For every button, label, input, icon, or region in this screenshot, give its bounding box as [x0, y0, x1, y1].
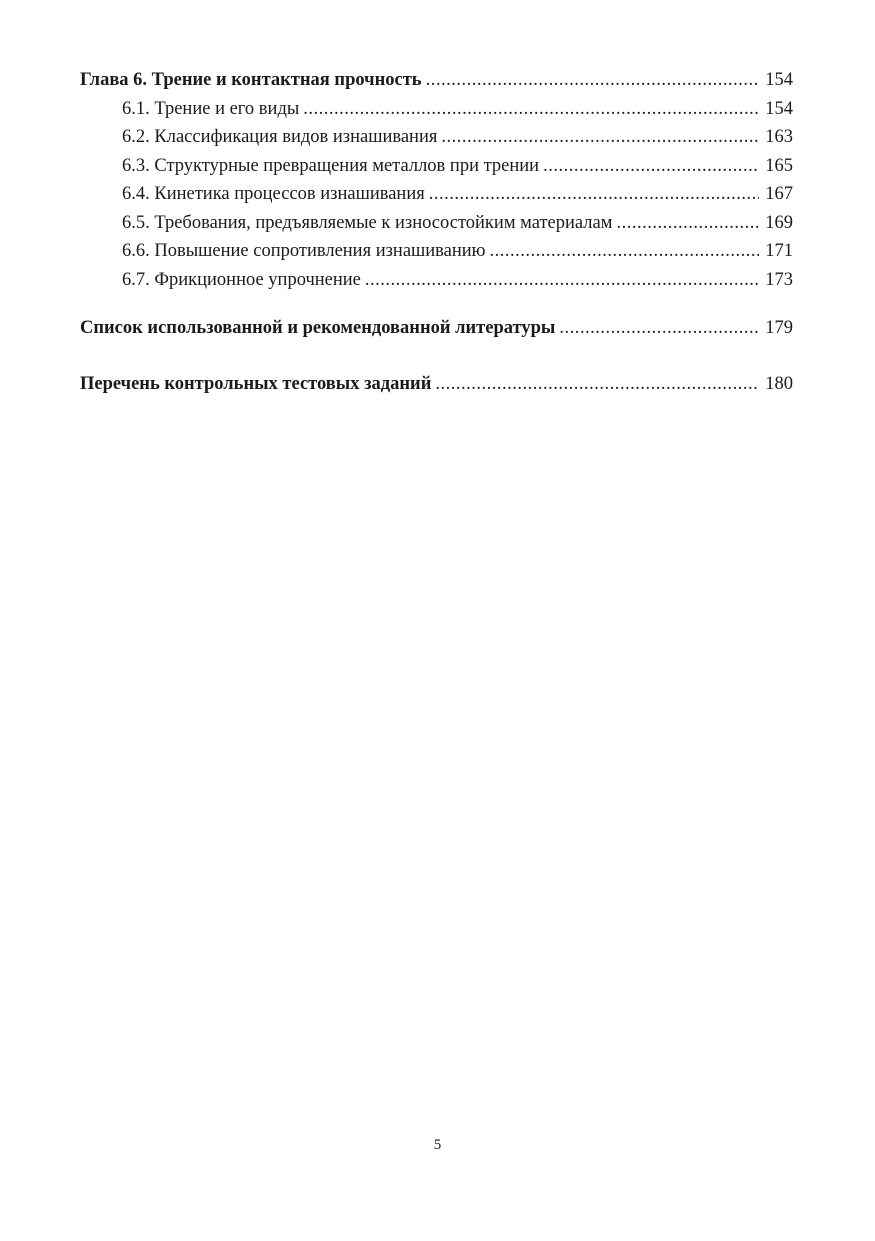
toc-section-title: 6.4. Кинетика процессов изнашивания	[122, 184, 425, 204]
toc-leader-dots	[490, 237, 759, 266]
toc-tests-page: 180	[765, 373, 793, 394]
toc-leader-dots	[543, 152, 759, 181]
toc-section-title: 6.6. Повышение сопротивления изнашиванию	[122, 241, 486, 261]
toc-leader-dots	[616, 209, 759, 238]
toc-section-page: 167	[765, 184, 793, 204]
toc-references-title: Список использованной и рекомендованной литературы	[80, 318, 556, 338]
table-of-contents	[80, 66, 793, 398]
toc-section-title: 6.1. Трение и его виды	[122, 98, 300, 119]
toc-section-6-6[interactable]	[80, 237, 793, 266]
toc-leader-dots	[435, 370, 759, 399]
toc-leader-dots	[303, 95, 759, 124]
toc-leader-dots	[559, 314, 759, 343]
toc-section-title: 6.7. Фрикционное упрочнение	[122, 269, 361, 290]
toc-chapter-6[interactable]	[80, 66, 793, 95]
toc-section-page: 173	[765, 269, 793, 290]
toc-leader-dots	[429, 180, 759, 209]
toc-section-6-3[interactable]	[80, 152, 793, 181]
toc-section-6-1[interactable]	[80, 95, 793, 124]
toc-section-page: 154	[765, 98, 793, 119]
toc-tests[interactable]	[80, 370, 793, 399]
toc-section-page: 165	[765, 155, 793, 176]
toc-tests-title: Перечень контрольных тестовых заданий	[80, 373, 432, 394]
toc-chapter-6-title: Глава 6. Трение и контактная прочность	[80, 70, 422, 90]
toc-section-title: 6.2. Классификация видов изнашивания	[122, 127, 438, 147]
toc-section-title: 6.3. Структурные превращения металлов при трении	[122, 155, 540, 176]
toc-section-6-5[interactable]	[80, 209, 793, 238]
page-number: 5	[433, 1137, 442, 1153]
toc-section-6-7[interactable]	[80, 266, 793, 295]
toc-section-page: 171	[765, 241, 793, 261]
toc-leader-dots	[426, 66, 759, 95]
toc-references-page: 179	[765, 318, 793, 338]
toc-leader-dots	[441, 123, 759, 152]
toc-references[interactable]	[80, 314, 793, 343]
toc-leader-dots	[365, 266, 759, 295]
toc-chapter-6-page: 154	[765, 70, 793, 90]
toc-section-6-2[interactable]	[80, 123, 793, 152]
toc-section-page: 169	[765, 212, 793, 233]
toc-section-title: 6.5. Требования, предъявляемые к износостойким материалам	[122, 212, 613, 233]
toc-section-page: 163	[765, 127, 793, 147]
toc-section-6-4[interactable]	[80, 180, 793, 209]
